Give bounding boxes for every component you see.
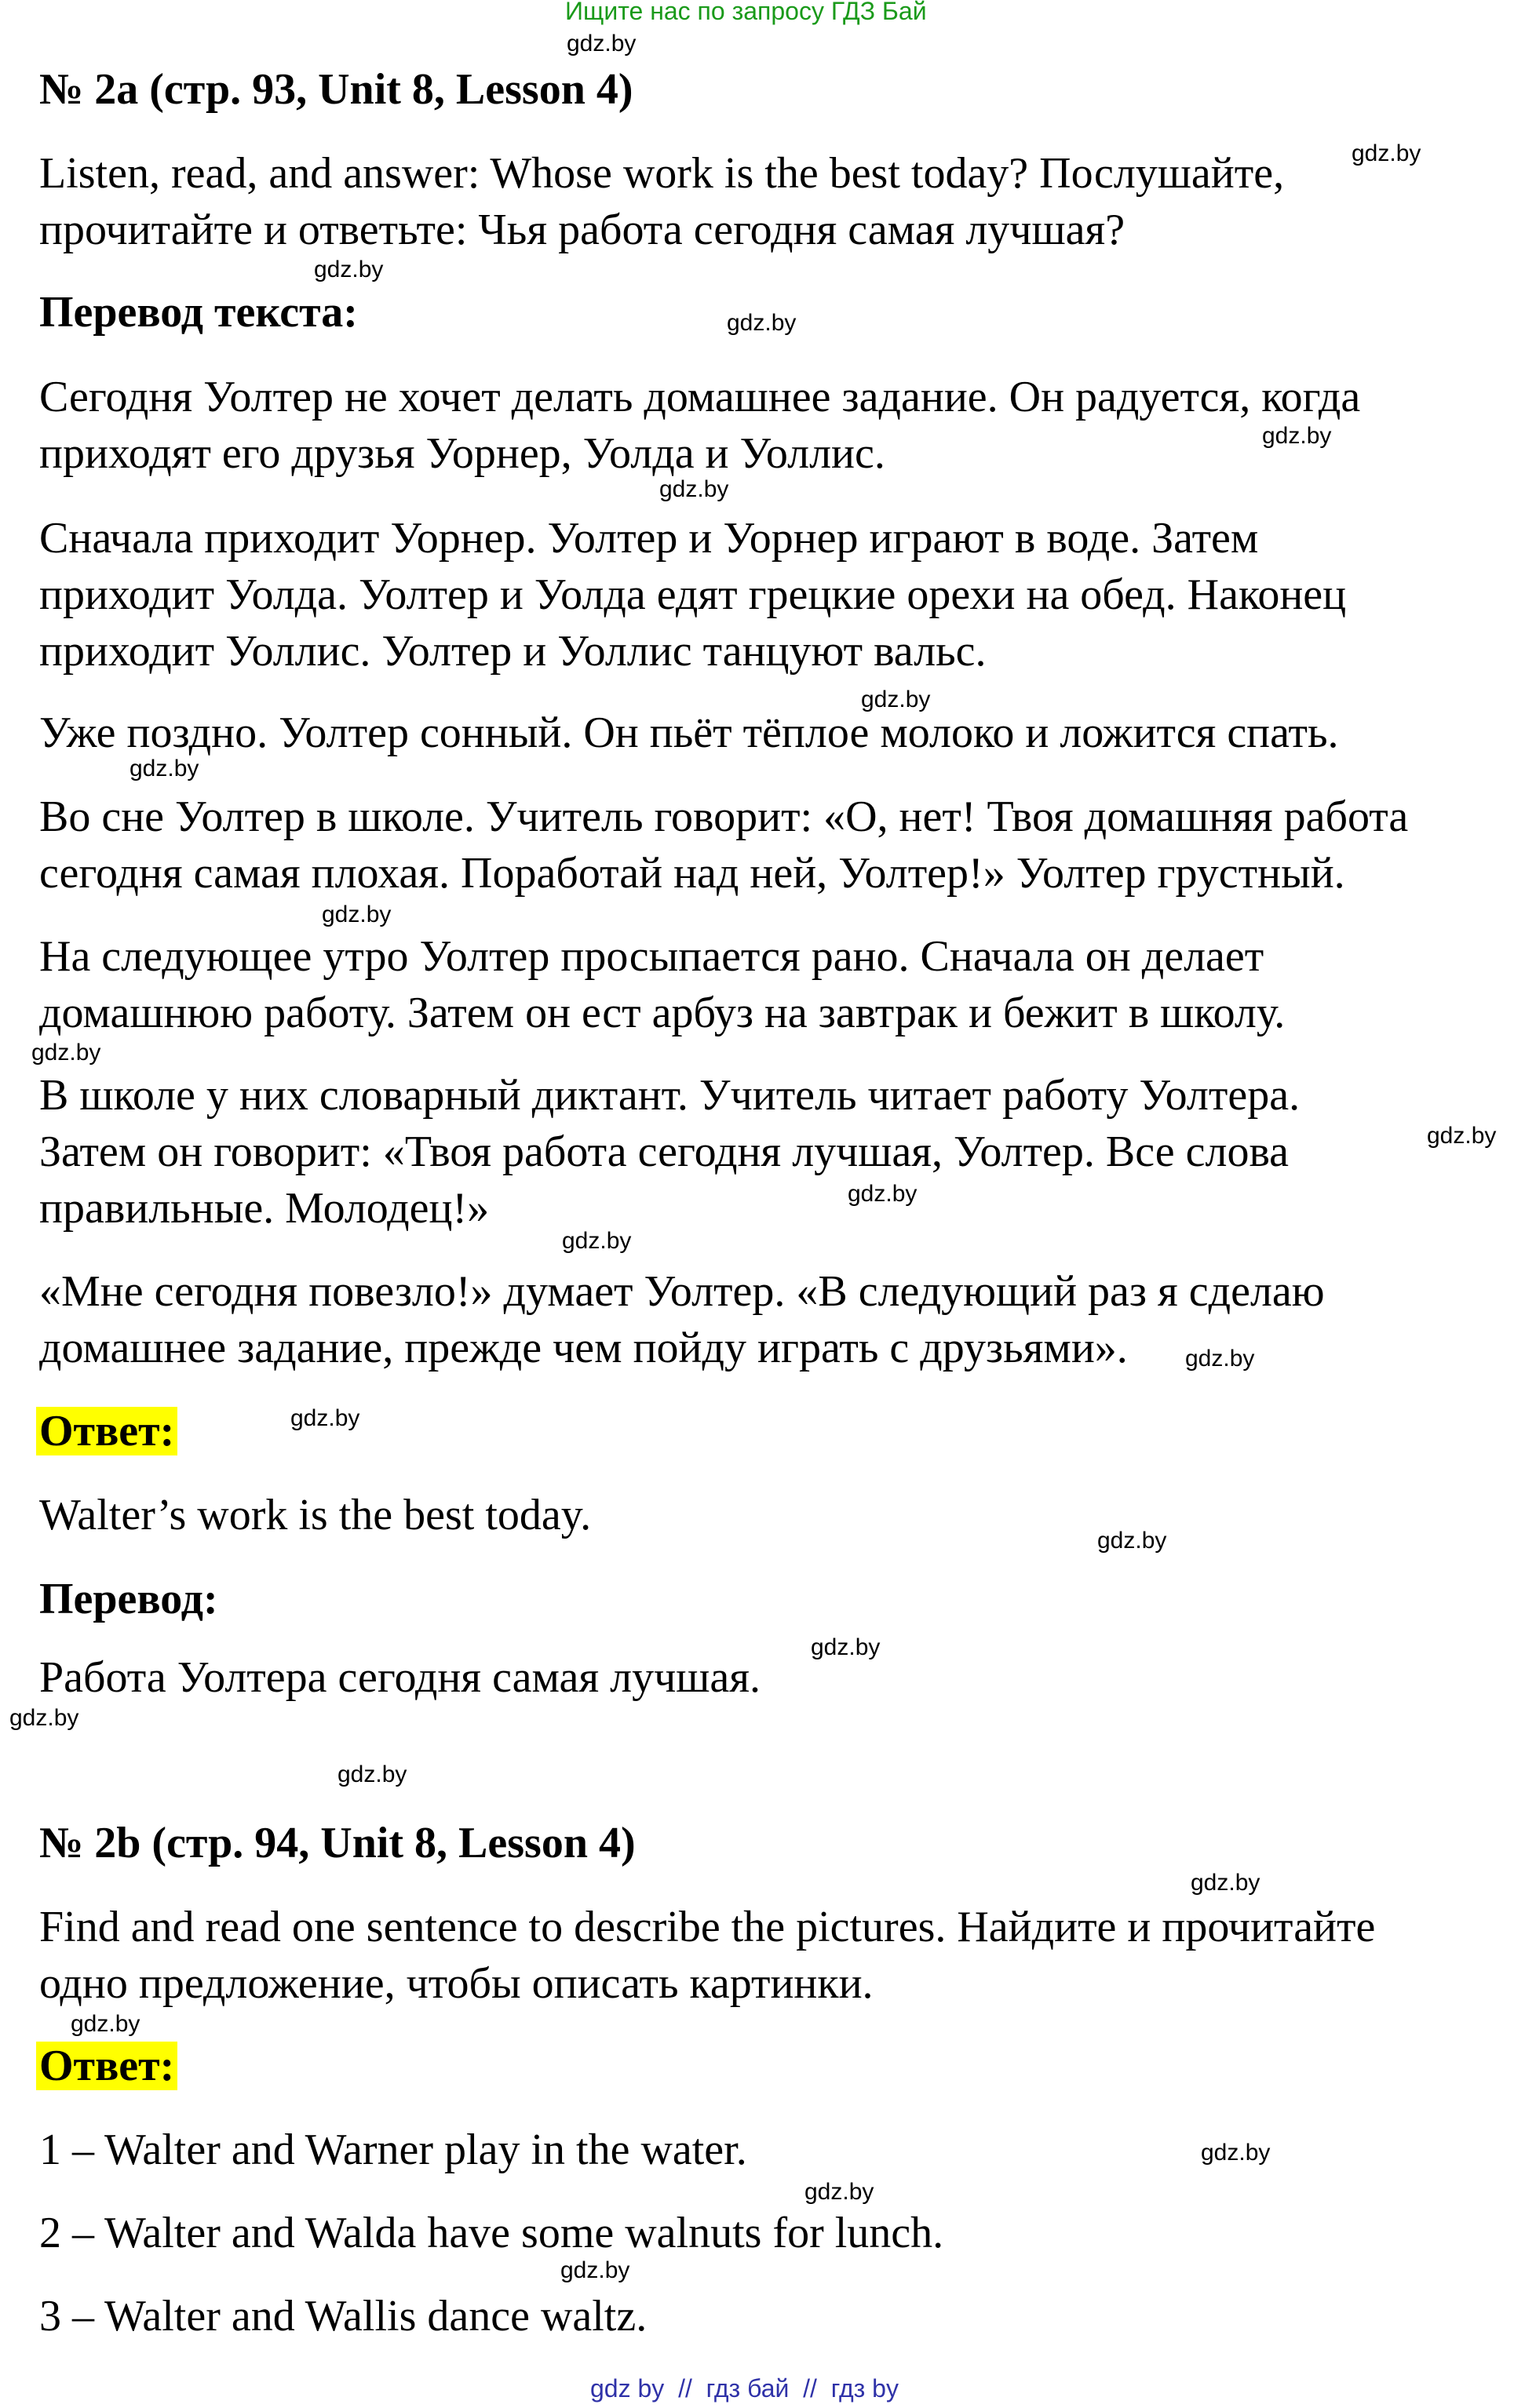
watermark: gdz.by [337, 1761, 407, 1787]
watermark: gdz.by [9, 1705, 79, 1731]
paragraph-4-line-1: Во сне Уолтер в школе. Учитель говорит: «О, нет! Твоя домашняя работа [39, 792, 1409, 841]
answer-text: Walter’s work is the best today. [39, 1491, 592, 1539]
watermark: gdz.by [1185, 1346, 1255, 1372]
watermark: gdz.by [1352, 140, 1421, 166]
paragraph-2-line-3: приходит Уоллис. Уолтер и Уоллис танцуют вальс. [39, 627, 987, 676]
watermark: gdz.by [322, 902, 392, 927]
top-banner: Ищите нас по запросу ГДЗ Бай [565, 0, 927, 25]
watermark: gdz.by [727, 310, 797, 336]
paragraph-6-line-3: правильные. Молодец!» [39, 1184, 490, 1233]
answer-label-highlight: Ответ: [36, 1407, 177, 1455]
task-2b-answer-label-highlight: Ответ: [36, 2042, 177, 2090]
watermark: gdz.by [659, 476, 729, 502]
task-2b-answer-3: 3 – Walter and Wallis dance waltz. [39, 2292, 648, 2341]
paragraph-5-line-1: На следующее утро Уолтер просыпается рано. Сначала он делает [39, 932, 1264, 981]
task-2a-heading: № 2a (стр. 93, Unit 8, Lesson 4) [39, 65, 633, 114]
answer-translation-text: Работа Уолтера сегодня самая лучшая. [39, 1653, 761, 1702]
paragraph-1-line-1: Сегодня Уолтер не хочет делать домашнее задание. Он радуется, когда [39, 373, 1361, 421]
watermark: gdz.by [1097, 1528, 1167, 1554]
answer-translation-label: Перевод: [39, 1575, 218, 1623]
watermark: gdz.by [567, 31, 637, 56]
paragraph-6-line-1: В школе у них словарный диктант. Учитель читает работу Уолтера. [39, 1071, 1301, 1120]
watermark: gdz.by [1262, 423, 1332, 449]
task-2b-instruction-line-1: Find and read one sentence to describe the pictures. Найдите и прочитайте [39, 1903, 1376, 1951]
paragraph-1-line-2: приходят его друзья Уорнер, Уолда и Уоллис. [39, 429, 885, 478]
watermark: gdz.by [562, 1228, 632, 1254]
task-2b-answer-label [36, 2038, 177, 2094]
watermark: gdz.by [861, 687, 931, 712]
paragraph-4-line-2: сегодня самая плохая. Поработай над ней, Уолтер!» Уолтер грустный. [39, 849, 1345, 898]
watermark: gdz.by [290, 1405, 360, 1431]
watermark: gdz.by [1191, 1870, 1260, 1896]
watermark: gdz.by [130, 756, 199, 781]
watermark: gdz.by [804, 2179, 874, 2205]
paragraph-2-line-1: Сначала приходит Уорнер. Уолтер и Уорнер играют в воде. Затем [39, 514, 1259, 563]
paragraph-3-line-1: Уже поздно. Уолтер сонный. Он пьёт тёплое молоко и ложится спать. [39, 709, 1339, 757]
footer-links[interactable]: gdz by // гдз бай // гдз by [590, 2374, 899, 2403]
task-2a-instruction-line-1: Listen, read, and answer: Whose work is the best today? Послушайте, [39, 149, 1285, 198]
paragraph-5-line-2: домашнюю работу. Затем он ест арбуз на завтрак и бежит в школу. [39, 989, 1286, 1037]
watermark: gdz.by [848, 1181, 918, 1207]
watermark: gdz.by [71, 2011, 140, 2037]
answer-label [36, 1403, 177, 1459]
watermark: gdz.by [811, 1634, 881, 1660]
paragraph-2-line-2: приходит Уолда. Уолтер и Уолда едят грецкие орехи на обед. Наконец [39, 570, 1347, 619]
paragraph-7-line-2: домашнее задание, прежде чем пойду играть с друзьями». [39, 1324, 1128, 1372]
paragraph-6-line-2: Затем он говорит: «Твоя работа сегодня лучшая, Уолтер. Все слова [39, 1127, 1290, 1176]
translation-heading: Перевод текста: [39, 288, 358, 337]
paragraph-7-line-1: «Мне сегодня повезло!» думает Уолтер. «В следующий раз я сделаю [39, 1267, 1325, 1316]
task-2b-answer-1: 1 – Walter and Warner play in the water. [39, 2126, 747, 2174]
watermark: gdz.by [560, 2257, 630, 2283]
task-2b-heading: № 2b (стр. 94, Unit 8, Lesson 4) [39, 1819, 636, 1867]
watermark: gdz.by [1427, 1123, 1497, 1149]
task-2b-instruction-line-2: одно предложение, чтобы описать картинки. [39, 1959, 874, 2008]
watermark: gdz.by [31, 1040, 101, 1066]
task-2b-answer-2: 2 – Walter and Walda have some walnuts for lunch. [39, 2209, 944, 2257]
watermark: gdz.by [1201, 2140, 1271, 2166]
watermark: gdz.by [314, 257, 384, 282]
task-2a-instruction-line-2: прочитайте и ответьте: Чья работа сегодня самая лучшая? [39, 206, 1125, 254]
